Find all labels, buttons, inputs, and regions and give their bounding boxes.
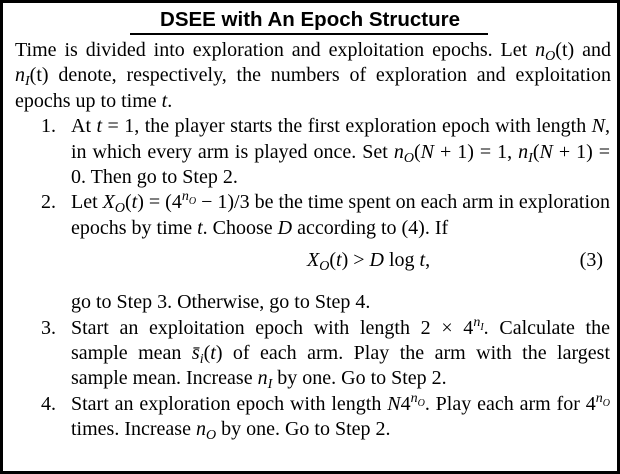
math-sub: O (403, 150, 414, 166)
step-text: . Calculate the sample mean (71, 316, 610, 365)
math-var: D (277, 216, 293, 239)
step-text: according to (4). If (292, 216, 449, 239)
math-var: N (387, 392, 401, 415)
intro-text: Time is divided into exploration and exploitation epochs. Let (15, 39, 528, 61)
math-var: t (161, 89, 168, 112)
math-var: n (393, 140, 404, 163)
math-var: n (518, 140, 529, 163)
step-text: by one. Go to Step 2. (272, 367, 447, 390)
step-text: , in which every arm is played once. Set (71, 115, 611, 163)
display-equation (71, 248, 610, 282)
step-number: 2. (41, 191, 56, 214)
math-var: X (102, 191, 115, 214)
math-text: , (425, 249, 431, 272)
step-text: = 1, the player starts the first exploration epoch with length (102, 115, 592, 138)
math-text: log (383, 249, 420, 272)
intro-text: (t) denote, respectively, the numbers of exploration and exploitation epochs up to time (15, 64, 611, 112)
math-var: t (210, 342, 216, 365)
step-text: 4 (400, 392, 411, 415)
math-sub: O (114, 201, 125, 217)
algorithm-title: DSEE with An Epoch Structure (160, 8, 460, 31)
math-sub: I (528, 150, 533, 166)
step-text: − 1)/3 be the time spent on each arm in exploration epochs by time (71, 191, 611, 239)
math-sub: O (545, 49, 556, 64)
math-text: ) > (341, 249, 370, 272)
math-var: n (595, 390, 603, 406)
step-text: Let (71, 191, 103, 214)
step-2-tail: go to Step 3. Otherwise, go to Step 4. (71, 291, 371, 314)
step-text: At (71, 115, 97, 138)
intro-text: . (167, 89, 173, 112)
step-text: ) of each arm. Play the arm with the largest sample mean. Increase (71, 342, 610, 390)
step-text: . Choose (202, 216, 278, 239)
step-text: ( (532, 140, 540, 163)
math-var: t (197, 216, 203, 239)
math-var: n (473, 314, 481, 330)
step-text: Start an exploration epoch with length (71, 392, 388, 415)
step-text: times. Increase (71, 418, 196, 441)
equation-number: (3) (579, 249, 603, 272)
math-text: ( (329, 249, 337, 272)
step-4 (3, 392, 617, 443)
math-sub: I (480, 321, 484, 333)
math-var: n (410, 390, 418, 406)
math-sub: I (25, 74, 30, 90)
math-sub: I (267, 377, 273, 393)
math-sub: O (319, 259, 330, 275)
math-var: N (420, 140, 434, 163)
math-sub: O (602, 397, 610, 409)
math-var: n (257, 367, 268, 390)
math-var: N (591, 115, 606, 138)
math-var: n (15, 64, 25, 87)
step-number: 3. (41, 316, 56, 339)
step-text: Start an exploitation epoch with length 2 × 4 (71, 316, 474, 339)
step-text: ) = (4 (137, 191, 182, 214)
step-number: 1. (41, 115, 56, 138)
math-var: n (195, 418, 206, 441)
math-var: s̄ (191, 342, 200, 365)
step-3 (3, 316, 617, 392)
math-var: X (307, 249, 320, 272)
math-var: D (369, 249, 384, 272)
math-var: n (181, 189, 189, 205)
math-var: t (419, 249, 426, 272)
math-var: t (336, 249, 342, 272)
math-var: t (96, 115, 103, 138)
step-1 (3, 114, 617, 190)
math-sub: O (205, 428, 217, 444)
step-text: + 1) = 1, (433, 140, 519, 163)
math-sub: O (417, 397, 425, 409)
step-text: ( (413, 140, 421, 163)
step-text: ( (125, 191, 132, 214)
step-text: by one. Go to Step 2. (216, 418, 391, 441)
step-2 (3, 190, 617, 315)
math-var: n (535, 39, 546, 61)
equation-body (307, 248, 430, 273)
math-var: N (539, 140, 553, 163)
step-text: ( (203, 342, 211, 365)
step-text: . Play each arm for 4 (424, 392, 596, 415)
intro-paragraph (3, 35, 617, 114)
math-sub: O (188, 196, 197, 208)
math-var: t (131, 191, 138, 214)
step-number: 4. (41, 392, 56, 415)
step-text: + 1) = 0. Then go to Step 2. (71, 140, 611, 189)
intro-text: (t) and (555, 39, 611, 61)
math-sub: i (199, 352, 204, 368)
